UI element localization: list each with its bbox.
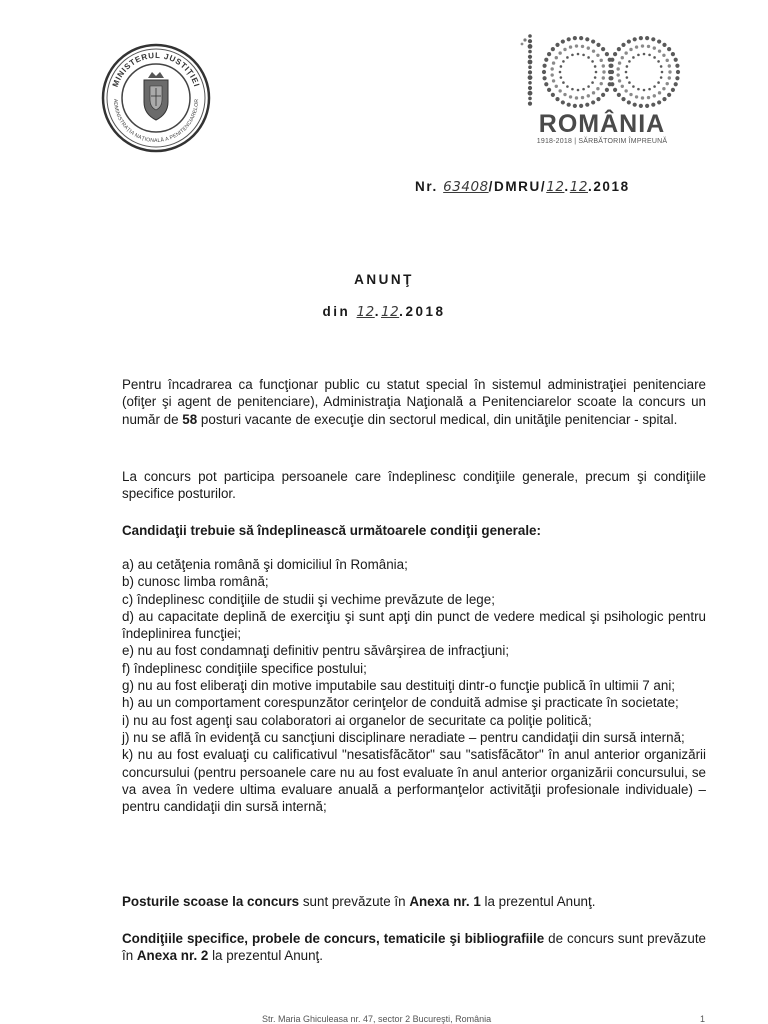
condition-item: d) au capacitate deplină de exerciţiu şi sunt apţi din punct de vedere medical şi psihologic pentru îndeplinirea funcţiei; xyxy=(122,608,706,642)
logo-dot xyxy=(639,104,643,108)
logo-dot xyxy=(577,89,580,92)
page-number: 1 xyxy=(700,1014,706,1024)
annex-2-ref: Anexa nr. 2 xyxy=(136,948,209,964)
annex-2-end: la prezentul Anunţ. xyxy=(208,948,323,964)
logo-dot xyxy=(561,39,565,43)
logo-dot xyxy=(633,103,637,107)
logo-dot xyxy=(662,87,665,90)
logo-dot xyxy=(628,81,631,84)
logo-dot xyxy=(657,100,661,104)
logo-dot xyxy=(643,89,646,92)
logo-dot xyxy=(560,65,563,68)
logo-dot xyxy=(671,52,675,56)
romania-logo-word: ROMÂNIA xyxy=(538,110,666,138)
logo-dot xyxy=(569,95,572,98)
logo-dot xyxy=(571,54,574,57)
logo-dot xyxy=(645,104,649,108)
logo-dot xyxy=(592,91,595,94)
logo-dot xyxy=(675,64,679,68)
logo-dot xyxy=(629,93,632,96)
conditions-heading-text: Candidaţii trebuie să îndeplinească următoarele condiţii generale: xyxy=(122,523,541,538)
logo-dot xyxy=(637,54,640,57)
logo-dot xyxy=(591,39,595,43)
logo-dot xyxy=(653,85,656,88)
logo-dot xyxy=(569,45,572,48)
logo-dot xyxy=(566,56,569,59)
eligibility-text: La concurs pot participa persoanele care îndeplinesc condiţiile generale, precum şi condiţiile specifice posturilor. xyxy=(122,469,706,502)
logo-dot xyxy=(528,44,533,49)
logo-dot xyxy=(605,52,609,56)
logo-dot xyxy=(625,71,628,74)
nr-handwritten-day: 12 xyxy=(546,179,565,195)
logo-dot xyxy=(647,45,650,48)
logo-dot xyxy=(602,64,605,67)
condition-item: j) nu se află în evidenţă cu sancţiuni disciplinare neradiate – pentru candidaţii din sursă internă; xyxy=(122,729,685,745)
ministry-seal xyxy=(100,42,212,154)
condition-item: f) îndeplinesc condiţiile specifice postului; xyxy=(122,660,367,676)
logo-dot xyxy=(658,49,661,52)
logo-dot xyxy=(657,60,660,63)
intro-text-end: posturi vacante de execuţie din sectorul medical, din unităţile penitenciar - spital. xyxy=(197,411,678,427)
condition-item: k) nu au fost evaluaţi cu calificativul "nesatisfăcător" sau "satisfăcător" în anul anterior organizării concursului (pentru persoanele care nu au fost evaluate în anul anterior organizării concursului, se va avea în vedere ultima evaluare anuală a performanţelor activităţii profesionale individuale) – pentru candidaţii din sursă internă; xyxy=(122,747,706,815)
logo-dot xyxy=(566,85,569,88)
svg-text:ADMINISTRAȚIA NAȚIONALĂ A PENI: ADMINISTRAȚIA NAȚIONALĂ A PENITENCIARELOR xyxy=(111,98,201,145)
logo-dot xyxy=(567,37,571,41)
annex-2-mid: de concurs sunt prevăzute în xyxy=(122,931,706,964)
logo-dot xyxy=(676,70,680,74)
logo-dot xyxy=(661,71,664,74)
logo-dot xyxy=(547,52,551,56)
logo-dot xyxy=(592,49,595,52)
logo-dot xyxy=(662,43,666,47)
paragraph-intro-text xyxy=(122,376,706,428)
logo-dot xyxy=(671,88,675,92)
logo-dot xyxy=(528,97,532,101)
logo-dot xyxy=(596,54,599,57)
logo-dot xyxy=(651,103,655,107)
logo-dot xyxy=(528,50,532,54)
logo-dot xyxy=(523,38,526,41)
logo-dot xyxy=(627,39,631,43)
logo-dot xyxy=(653,56,656,59)
logo-dot xyxy=(613,52,617,56)
logo-dot xyxy=(528,65,532,69)
logo-dot xyxy=(627,100,631,104)
logo-dot xyxy=(552,79,555,82)
logo-dot xyxy=(600,82,603,85)
announcement-date: din 12.12.2018 xyxy=(322,304,446,320)
logo-dot xyxy=(657,81,660,84)
logo-dot xyxy=(528,39,532,43)
logo-dot xyxy=(575,44,578,47)
logo-dot xyxy=(647,96,650,99)
logo-dot xyxy=(624,89,627,92)
logo-dot xyxy=(632,56,635,59)
date-handwritten-day: 12 xyxy=(356,304,375,320)
logo-dot xyxy=(629,48,632,51)
annex-1-ref: Anexa nr. 1 xyxy=(409,894,481,909)
logo-dot xyxy=(653,46,656,49)
annex-1-text xyxy=(122,893,706,910)
logo-dot xyxy=(528,86,532,90)
logo-dot xyxy=(643,53,646,56)
paragraph-annex-1 xyxy=(122,893,706,910)
logo-dot xyxy=(544,82,548,86)
logo-dot xyxy=(626,76,629,79)
logo-dot xyxy=(621,97,625,101)
logo-dot xyxy=(616,67,619,70)
logo-dot xyxy=(579,36,583,40)
logo-dot xyxy=(667,47,671,51)
logo-dot xyxy=(610,82,614,86)
logo-dot xyxy=(617,47,621,51)
logo-dot xyxy=(521,43,524,46)
logo-dot xyxy=(587,46,590,49)
condition-item: b) cunosc limba română; xyxy=(122,574,269,590)
logo-dot xyxy=(563,93,566,96)
logo-dot xyxy=(601,47,605,51)
announcement-title: ANUNŢ xyxy=(354,272,414,287)
logo-dot xyxy=(666,82,669,85)
logo-dot xyxy=(558,51,561,54)
logo-dot xyxy=(596,43,600,47)
logo-dot xyxy=(600,59,603,62)
nr-code: /DMRU/ xyxy=(488,179,547,194)
conditions-heading-block xyxy=(122,522,706,539)
registration-number: Nr. 63408/DMRU/12.12.2018 xyxy=(415,179,630,195)
logo-dot xyxy=(579,104,583,108)
logo-dot xyxy=(602,70,605,73)
logo-dot xyxy=(547,88,551,92)
condition-item: i) nu au fost agenţi sau colaboratori ai organelor de securitate ca poliţie politică; xyxy=(122,712,592,728)
logo-dot xyxy=(528,60,533,65)
logo-dot xyxy=(582,54,585,57)
logo-dot xyxy=(594,76,597,79)
logo-dot xyxy=(542,64,546,68)
condition-item: e) nu au fost condamnaţi definitiv pentru săvârşirea de infracţiuni; xyxy=(122,643,510,659)
logo-dot xyxy=(555,43,559,47)
condition-item: g) nu au fost eliberaţi din motive imputabile sau destituiţi dintr-o funcţie publică în ultimii 7 ani; xyxy=(122,678,676,694)
logo-dot xyxy=(648,88,651,91)
logo-dot xyxy=(674,82,678,86)
logo-dot xyxy=(668,70,671,73)
logo-dot xyxy=(621,56,624,59)
logo-dot xyxy=(528,70,532,74)
nr-handwritten-number: 63408 xyxy=(443,179,489,195)
logo-dot xyxy=(550,73,553,76)
logo-dot xyxy=(555,85,558,88)
logo-dot xyxy=(561,100,565,104)
logo-dot xyxy=(660,76,663,79)
logo-dot xyxy=(585,37,589,41)
logo-dot xyxy=(653,94,656,97)
logo-dot xyxy=(641,96,644,99)
logo-dot xyxy=(621,85,624,88)
logo-dot xyxy=(542,76,546,80)
logo-dot xyxy=(544,58,548,62)
logo-dot xyxy=(628,60,631,63)
logo-dot xyxy=(594,65,597,68)
logo-dot xyxy=(528,75,533,80)
logo-dot xyxy=(601,93,605,97)
logo-dot xyxy=(528,91,533,96)
paragraph-eligibility xyxy=(122,468,706,503)
logo-dot xyxy=(573,36,577,40)
logo-dot xyxy=(528,34,532,38)
logo-dot xyxy=(585,103,589,107)
logo-dot xyxy=(560,76,563,79)
logo-dot xyxy=(582,88,585,91)
date-handwritten-month: 12 xyxy=(380,304,400,320)
logo-dot xyxy=(528,81,532,85)
logo-dot xyxy=(648,54,651,57)
logo-dot xyxy=(559,71,562,74)
logo-dot xyxy=(591,100,595,104)
intro-text-start: Pentru încadrarea ca funcţionar public cu statut special în sistemul administraţiei penitenciare (ofiţer şi agent de penitenciare), Administraţia Naţională a Penitenciarelor scoate la concurs un număr de xyxy=(122,377,706,427)
logo-dot xyxy=(635,45,638,48)
logo-dot xyxy=(587,56,590,59)
logo-dot xyxy=(674,58,678,62)
logo-dot xyxy=(618,61,621,64)
conditions-heading xyxy=(122,522,706,539)
logo-dot xyxy=(528,102,532,106)
annex-1-end: la prezentul Anunţ. xyxy=(480,894,596,909)
logo-dot xyxy=(573,104,577,108)
logo-dot xyxy=(662,97,666,101)
logo-dot xyxy=(632,85,635,88)
date-year: 2018 xyxy=(405,304,446,319)
logo-dot xyxy=(596,87,599,90)
logo-dot xyxy=(562,81,565,84)
paragraph-intro xyxy=(122,376,706,428)
nr-prefix: Nr. xyxy=(415,179,438,194)
logo-dot xyxy=(626,65,629,68)
logo-dot xyxy=(616,73,619,76)
logo-dot xyxy=(591,60,594,63)
logo-dot xyxy=(633,37,637,41)
logo-dot xyxy=(666,59,669,62)
logo-dot xyxy=(608,64,612,68)
logo-dot xyxy=(610,58,614,62)
logo-dot xyxy=(555,56,558,59)
specific-conditions-label: Condiţiile specifice, probele de concurs, tematicile şi bibliografiile xyxy=(122,931,545,946)
footer-address: Str. Maria Ghiculeasa nr. 47, sector 2 Bucureşti, România xyxy=(262,1014,492,1024)
condition-item: h) au un comportament corespunzător cerinţelor de conduită admise şi practicate în societate; xyxy=(122,695,679,711)
logo-dot xyxy=(602,76,605,79)
logo-dot xyxy=(562,60,565,63)
logo-dot xyxy=(587,85,590,88)
post-count: 58 xyxy=(182,411,198,427)
logo-dot xyxy=(577,53,580,56)
svg-text:MINISTERUL JUSTIȚIEI: MINISTERUL JUSTIȚIEI xyxy=(110,50,202,89)
annex-1-mid: sunt prevăzute în xyxy=(299,894,410,909)
logo-dot xyxy=(595,71,598,74)
logo-dot xyxy=(662,54,665,57)
logo-dot xyxy=(608,70,612,74)
logo-dot xyxy=(551,93,555,97)
logo-dot xyxy=(660,65,663,68)
logo-dot xyxy=(581,96,584,99)
logo-dot xyxy=(624,51,627,54)
logo-dot xyxy=(635,95,638,98)
condition-item: c) îndeplinesc condiţiile de studii şi vechime prevăzute de lege; xyxy=(122,591,495,607)
nr-handwritten-month: 12 xyxy=(569,179,588,195)
logo-dot xyxy=(617,93,621,97)
posts-label: Posturile scoase la concurs xyxy=(122,894,300,909)
logo-dot xyxy=(587,94,590,97)
condition-item: a) au cetăţenia română şi domiciliul în România; xyxy=(122,557,408,572)
logo-dot xyxy=(552,61,555,64)
logo-dot xyxy=(581,45,584,48)
logo-dot xyxy=(639,36,643,40)
logo-dot xyxy=(591,81,594,84)
logo-dot xyxy=(667,93,671,97)
logo-dot xyxy=(575,96,578,99)
logo-dot xyxy=(668,64,671,67)
annex-2-text xyxy=(122,930,706,965)
logo-dot xyxy=(641,44,644,47)
logo-dot xyxy=(567,103,571,107)
logo-dot xyxy=(558,89,561,92)
logo-dot xyxy=(571,88,574,91)
logo-dot xyxy=(542,70,546,74)
logo-dot xyxy=(657,39,661,43)
logo-dot xyxy=(605,88,609,92)
logo-dot xyxy=(563,48,566,51)
logo-dot xyxy=(596,97,600,101)
logo-dot xyxy=(528,55,532,59)
logo-dot xyxy=(668,76,671,79)
logo-dot xyxy=(645,36,649,40)
conditions-list xyxy=(122,556,706,815)
logo-dot xyxy=(658,91,661,94)
nr-year: 2018 xyxy=(593,179,630,194)
paragraph-annex-2 xyxy=(122,930,706,965)
date-prefix: din xyxy=(322,304,351,319)
logo-dot xyxy=(637,88,640,91)
logo-dot xyxy=(618,79,621,82)
logo-dot xyxy=(621,43,625,47)
logo-dot xyxy=(608,76,612,80)
logo-dot xyxy=(613,88,617,92)
logo-dot xyxy=(651,37,655,41)
logo-dot xyxy=(551,47,555,51)
logo-dot xyxy=(675,76,679,80)
logo-dot xyxy=(550,67,553,70)
logo-dot xyxy=(555,97,559,101)
romania-logo-subtitle: 1918-2018 | SĂRBĂTORIM ÎMPREUNĂ xyxy=(536,138,668,145)
